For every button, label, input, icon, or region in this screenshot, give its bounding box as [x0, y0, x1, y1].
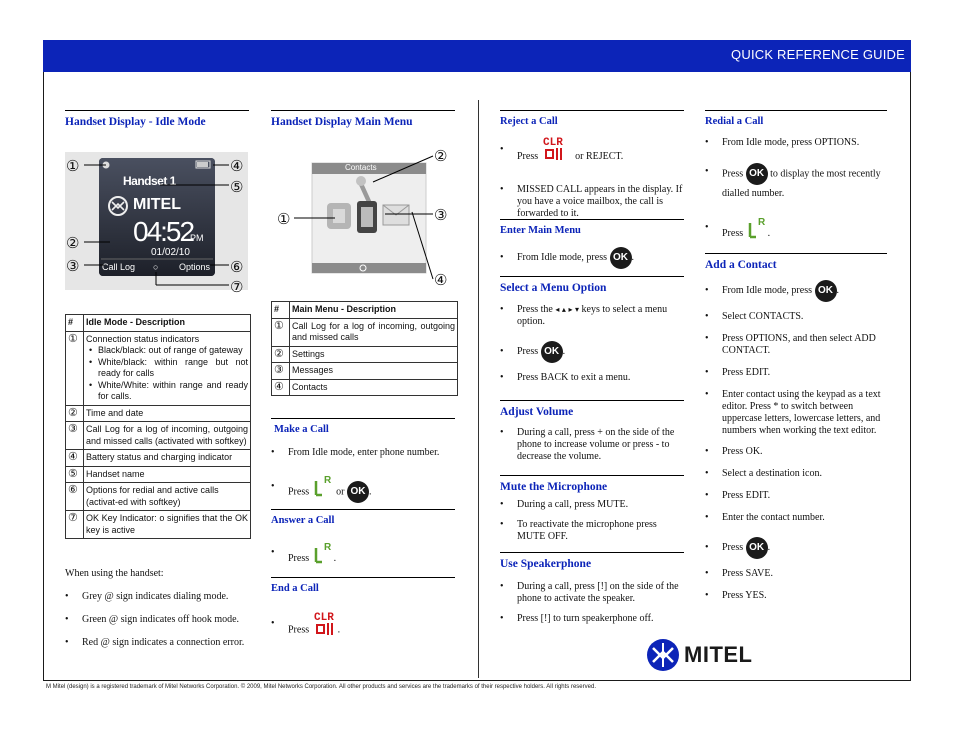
speakerphone-heading: Use Speakerphone [500, 552, 684, 570]
column-divider [478, 100, 479, 678]
clock-time: 04:52 [133, 216, 194, 247]
mitel-logo [646, 638, 766, 674]
menu-heading: Handset Display Main Menu [271, 110, 455, 128]
send-key-icon [312, 540, 334, 577]
list-item: • MISSED CALL appears in the display. If you have a voice mailbox, the call is forwarded to it. [500, 184, 684, 220]
idle-heading: Handset Display - Idle Mode [65, 110, 249, 128]
make-call-heading: Make a Call [271, 418, 455, 435]
list-item: • Press R or OK . [271, 473, 455, 511]
callout-2: ② [434, 148, 448, 165]
callout-6: ⑥ [230, 259, 244, 276]
end-call-section [271, 577, 455, 650]
list-item: • Enter the contact number. [705, 512, 887, 524]
select-menu-section [500, 276, 684, 384]
end-call-heading: End a Call [271, 577, 455, 594]
ok-indicator-icon: ○ [153, 262, 159, 272]
speakerphone-section [500, 552, 684, 625]
list-item: • From Idle mode, press OPTIONS. [705, 137, 887, 149]
volume-heading: Adjust Volume [500, 400, 684, 418]
svg-text:CLR: CLR [313, 612, 334, 624]
answer-call-heading: Answer a Call [271, 509, 455, 526]
softkey-call-log: Call Log [102, 262, 136, 272]
clear-key-icon [312, 610, 338, 650]
list-item: • Press YES. [705, 590, 887, 602]
list-item: • Press OPTIONS, and then select ADD CONTACT. [705, 333, 887, 357]
reject-call-section [500, 110, 684, 220]
reject-call-heading: Reject a Call [500, 110, 684, 127]
idle-mode-table [65, 314, 251, 539]
answer-call-section [271, 509, 455, 577]
list-item: • During a call, press MUTE. [500, 499, 684, 511]
list-item: • Press EDIT. [705, 367, 887, 379]
list-item: • Press SAVE. [705, 568, 887, 580]
list-item: • Press [!] to turn speakerphone off. [500, 613, 684, 625]
list-item: • Select CONTACTS. [705, 311, 887, 323]
make-call-section [271, 418, 455, 511]
list-item: • Grey @ sign indicates dialing mode. [65, 591, 249, 603]
list-item: • During a call, press [!] on the side of the phone to activate the speaker. [500, 581, 684, 605]
callout-3: ③ [434, 207, 448, 224]
brand-text: MITEL [133, 196, 181, 213]
ok-key-icon: OK [541, 341, 563, 363]
clear-key-icon [541, 135, 567, 178]
table-row: ⑤ Handset name [66, 466, 251, 483]
svg-text:CLR: CLR [542, 137, 563, 149]
enter-menu-heading: Enter Main Menu [500, 219, 684, 236]
redial-section [705, 110, 887, 252]
svg-text:R: R [323, 475, 331, 486]
ok-key-icon: OK [746, 537, 768, 559]
list-item: • To reactivate the microphone press MUTE OFF. [500, 519, 684, 543]
table-row: ⑥ Options for redial and active calls (activat-ed with softkey) [66, 483, 251, 511]
list-item: • Press R . [271, 540, 455, 577]
callout-7: ⑦ [230, 279, 244, 296]
list-item: • From Idle mode, press OK . [500, 246, 684, 270]
idle-callout-lines [80, 160, 240, 290]
callout-4: ④ [434, 272, 448, 289]
enter-menu-section [500, 219, 684, 270]
list-item: • Enter contact using the keypad as a text editor. Press * to switch between uppercase letters, lowercase letters, and numbers when working the text editor. [705, 389, 887, 437]
using-intro: When using the handset: [65, 568, 164, 579]
list-item: • Red @ sign indicates a connection error. [65, 637, 249, 649]
ok-key-icon: OK [815, 280, 837, 302]
svg-text:R: R [323, 542, 331, 553]
list-item: • Press the ◂ ▴ ▸ ▾ keys to select a menu option. [500, 304, 684, 328]
mitel-logo-icon [646, 638, 682, 674]
list-item: • Press OK to display the most recently dialled number. [705, 163, 887, 203]
volume-section [500, 400, 684, 463]
table-row: ② Time and date [66, 405, 251, 422]
guide-title: QUICK REFERENCE GUIDE [731, 47, 905, 62]
table-row: ③ Messages [272, 363, 458, 380]
clock-date: 01/02/10 [151, 247, 190, 258]
list-item: • Press CLR . [271, 610, 455, 650]
list-item: • Press R . [705, 215, 887, 252]
table-row: ④ Contacts [272, 379, 458, 396]
footer-legal: M Mitel (design) is a registered trademark of Mitel Networks Corporation. © 2009, Mitel Networks Corporation. All other products and services are the trademarks of their respective holders. All rights reserved. [46, 684, 596, 690]
table-row: # Idle Mode - Description [66, 315, 251, 332]
list-item: • Select a destination icon. [705, 468, 887, 480]
menu-screen-title: Contacts [345, 163, 377, 172]
add-contact-section [705, 253, 887, 602]
callout-1: ① [277, 211, 291, 228]
table-row: ① Connection status indicators • Black/black: out of range of gateway • White/black: within range but not ready for calls • White/White: within range and ready for calls. [66, 331, 251, 405]
list-item: • Press EDIT. [705, 490, 887, 502]
list-item: • From Idle mode, press OK . [705, 279, 887, 303]
callout-5: ⑤ [230, 179, 244, 196]
callout-2: ② [66, 235, 80, 252]
idle-mode-section [65, 110, 249, 128]
handset-name: Handset 1 [123, 174, 176, 188]
softkey-options: Options [179, 262, 211, 272]
callout-4: ④ [230, 158, 244, 175]
main-menu-section [271, 110, 455, 128]
logo-wordmark: MITEL [684, 642, 753, 667]
select-menu-heading: Select a Menu Option [500, 276, 684, 294]
list-item: • Green @ sign indicates off hook mode. [65, 614, 249, 626]
callout-3: ③ [66, 258, 80, 275]
using-handset-section [65, 568, 249, 649]
list-item: • Press BACK to exit a menu. [500, 372, 684, 384]
ok-key-icon: OK [347, 481, 369, 503]
clock-ampm: PM [190, 233, 204, 243]
mute-heading: Mute the Microphone [500, 475, 684, 493]
list-item: • From Idle mode, enter phone number. [271, 447, 455, 459]
send-key-icon [746, 215, 768, 252]
ok-key-icon: OK [746, 163, 768, 185]
list-item: • Press CLR or REJECT. [500, 135, 684, 178]
table-row: ④ Battery status and charging indicator [66, 450, 251, 467]
add-contact-heading: Add a Contact [705, 253, 887, 271]
nav-keys-icon: ◂ ▴ ▸ ▾ [555, 305, 580, 314]
list-item: • Press OK. [705, 446, 887, 458]
table-row: ⑦ OK Key Indicator: o signifies that the OK key is active [66, 511, 251, 539]
list-item: • During a call, press + on the side of the phone to increase volume or press - to decrease the volume. [500, 427, 684, 463]
list-item: • Press OK . [705, 536, 887, 560]
callout-1: ① [66, 158, 80, 175]
redial-heading: Redial a Call [705, 110, 887, 127]
ok-key-icon: OK [610, 247, 632, 269]
table-row: ③ Call Log for a log of incoming, outgoing and missed calls (activated with softkey) [66, 422, 251, 450]
mute-section [500, 475, 684, 543]
header-bar [43, 40, 911, 72]
send-key-icon [312, 473, 334, 511]
table-row: # Main Menu - Description [272, 302, 458, 319]
menu-callout-lines [290, 152, 440, 287]
table-row: ① Call Log for a log of incoming, outgoing and missed calls [272, 318, 458, 346]
table-row: ② Settings [272, 346, 458, 363]
main-menu-table [271, 301, 458, 396]
list-item: • Press OK . [500, 340, 684, 364]
svg-text:R: R [757, 217, 765, 228]
